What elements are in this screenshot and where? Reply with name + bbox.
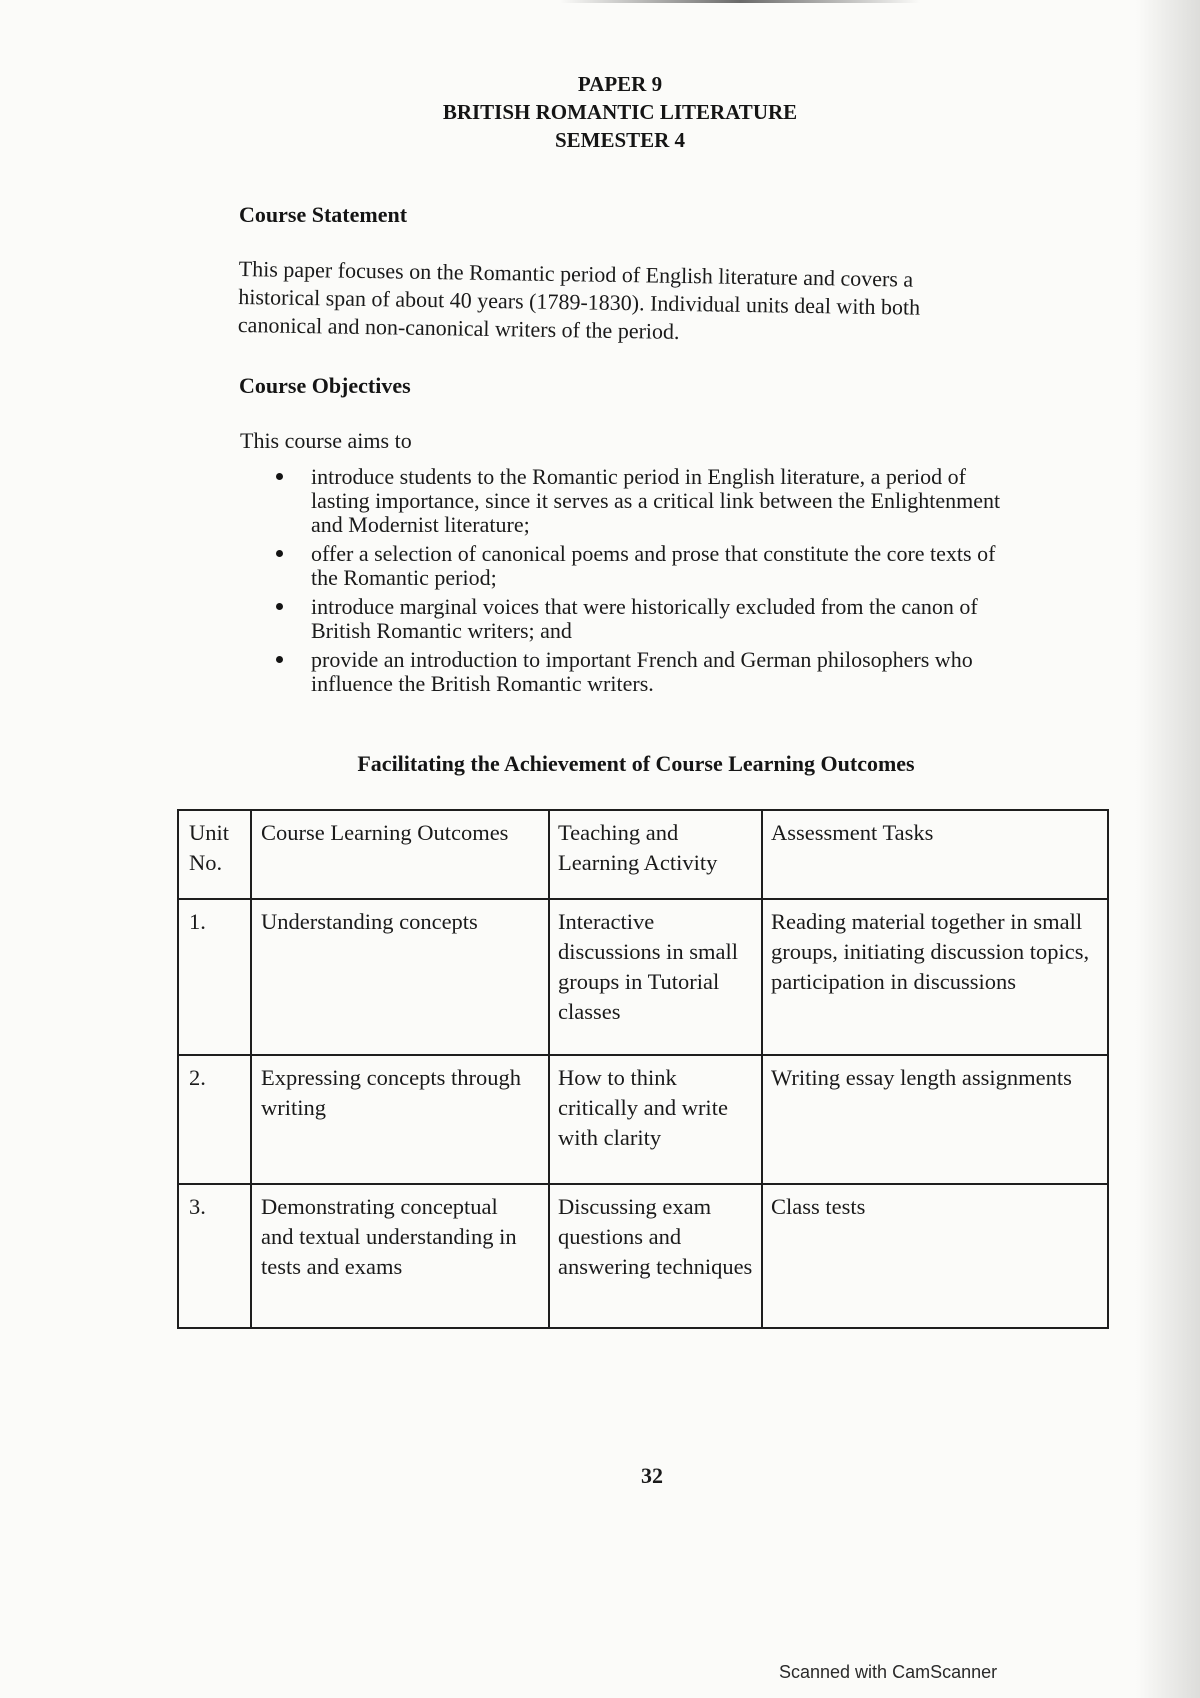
statement-line: historical span of about 40 years (1789-1830). Individual units deal with both [238,283,921,320]
header-text-line: Course Learning Outcomes [261,820,509,845]
cell-unit-number [179,900,252,1056]
assessment-line: groups, initiating discussion topics, [771,939,1090,964]
activity-line: discussions in small [558,939,739,964]
objective-line: provide an introduction to important French and German philosophers who [311,647,973,672]
objective-text [311,465,1000,537]
page-number: 32 [641,1463,663,1488]
cell-assessment-task [763,1056,1109,1185]
unit-number: 1. [189,909,206,934]
header-cell-teaching-activity [550,811,763,900]
course-statement-heading: Course Statement [239,202,408,227]
cell-teaching-activity [550,1056,763,1185]
objective-line: introduce marginal voices that were historically excluded from the canon of [311,594,978,619]
objective-text [311,595,1000,643]
objective-text [311,648,1000,696]
activity-line: answering techniques [558,1254,753,1279]
objective-line: the Romantic period; [311,565,497,590]
activity-line: How to think [558,1065,677,1090]
assessment-line: Class tests [771,1194,866,1219]
bullet-icon [276,550,283,557]
objective-line: offer a selection of canonical poems and prose that constitute the core texts of [311,541,996,566]
header-cell-assessment-tasks [763,811,1109,900]
objectives-intro: This course aims to [240,428,412,453]
bullet-icon [276,603,283,610]
activity-line: critically and write [558,1095,728,1120]
assessment-line: Reading material together in small [771,909,1083,934]
course-title: BRITISH ROMANTIC LITERATURE [442,100,798,124]
outcome-line: tests and exams [261,1254,403,1279]
outcome-line: Understanding concepts [261,909,478,934]
cell-learning-outcome [252,900,550,1056]
objective-item [270,595,1000,643]
header-text-line: Teaching and [558,820,679,845]
outcome-line: writing [261,1095,326,1120]
outcome-line: Expressing concepts through [261,1065,521,1090]
paper-number: PAPER 9 [577,72,663,96]
semester-label: SEMESTER 4 [554,128,686,152]
outcome-line: and textual understanding in [261,1224,517,1249]
activity-line: classes [558,999,621,1024]
cell-teaching-activity [550,900,763,1056]
activity-line: questions and [558,1224,682,1249]
objective-line: and Modernist literature; [311,512,530,537]
camscanner-watermark: Scanned with CamScanner [779,1662,998,1682]
scan-edge-shading [1136,0,1200,1698]
activity-line: Interactive [558,909,655,934]
objective-line: influence the British Romantic writers. [311,671,654,696]
outcome-line: Demonstrating conceptual [261,1194,498,1219]
activity-line: with clarity [558,1125,662,1150]
cell-learning-outcome [252,1185,550,1329]
objective-text [311,542,1000,590]
outcomes-table-title: Facilitating the Achievement of Course Learning Outcomes [357,751,915,776]
objective-line: British Romantic writers; and [311,618,572,643]
scan-top-edge [560,0,920,3]
header-text-line: Unit [189,820,230,845]
course-objectives-heading: Course Objectives [239,373,411,398]
objective-line: lasting importance, since it serves as a critical link between the Enlightenment [311,488,1001,513]
header-cell-unit-no [179,811,252,900]
header-text-line: Assessment Tasks [771,820,934,845]
objective-item [270,542,1000,590]
header-cell-learning-outcomes [252,811,550,900]
cell-teaching-activity [550,1185,763,1329]
statement-line: canonical and non-canonical writers of the period. [237,311,680,344]
cell-unit-number [179,1056,252,1185]
outcomes-table [177,809,1109,1329]
course-statement-text [238,255,921,350]
assessment-line: participation in discussions [771,969,1016,994]
statement-line: This paper focuses on the Romantic period of English literature and covers a [238,255,914,292]
unit-number: 2. [189,1065,206,1090]
activity-line: groups in Tutorial [558,969,720,994]
objectives-list [270,465,1000,701]
header-text-line: Learning Activity [558,850,718,875]
activity-line: Discussing exam [558,1194,712,1219]
cell-unit-number [179,1185,252,1329]
assessment-line: Writing essay length assignments [771,1065,1072,1090]
objective-line: introduce students to the Romantic period in English literature, a period of [311,464,966,489]
bullet-icon [276,656,283,663]
cell-assessment-task [763,900,1109,1056]
bullet-icon [276,473,283,480]
header-text-line: No. [189,850,223,875]
unit-number: 3. [189,1194,206,1219]
paper-header [320,70,920,154]
objective-item [270,465,1000,537]
cell-assessment-task [763,1185,1109,1329]
cell-learning-outcome [252,1056,550,1185]
objective-item [270,648,1000,696]
